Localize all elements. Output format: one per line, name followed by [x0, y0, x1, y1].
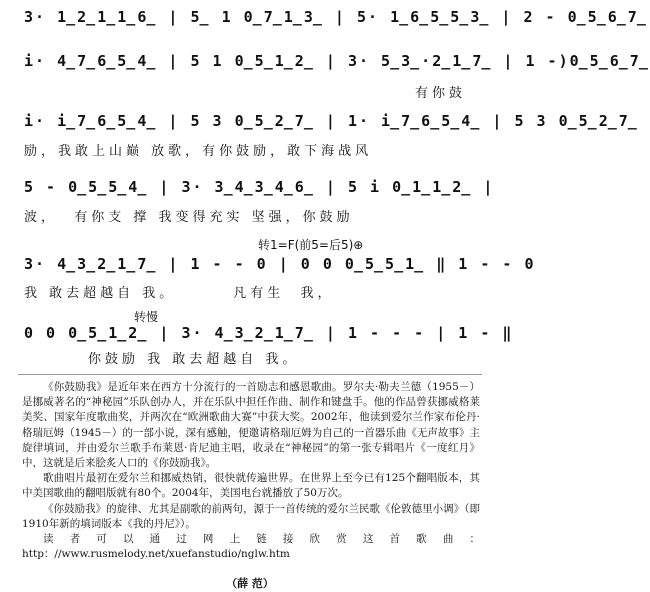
- lyric-line-2: 励，我敢上山巅 放歌，有你鼓励，敢下海战风: [24, 144, 373, 159]
- score-row-5: 3· 4̲3̲2̲1̲7̲ | 1 - - 0 | 0 0 0̲5̲5̲1̲ ‖ 1 - - 0: [24, 255, 536, 273]
- modulation-annotation: 转1=F(前5=后5)⊕: [258, 238, 364, 252]
- tempo-annotation: 转慢: [134, 310, 159, 324]
- article-text: [22, 380, 480, 562]
- lyric-line-5: 你鼓励 我 敢去超越自 我。: [88, 352, 300, 367]
- score-row-1: 3· 1̲2̲1̲1̲6̲ | 5̲ 1 0̲7̲1̲3̲ | 5· 1̲6̲5̲5̲3̲ | 2 - 0̲5̲6̲7̲: [24, 8, 648, 26]
- score-row-3: i· i̲7̲6̲5̲4̲ | 5 3 0̲5̲2̲7̲ | 1· i̲7̲6̲5̲4̲ | 5 3 0̲5̲2̲7̲: [24, 112, 639, 130]
- lyric-line-1: 有你鼓: [414, 86, 466, 101]
- score-row-6: 0 0 0̲5̲1̲2̲ | 3· 4̲3̲2̲1̲7̲ | 1 - - - | 1 - ‖: [24, 324, 514, 342]
- score-row-2: i· 4̲7̲6̲5̲4̲ | 5 1 0̲5̲1̲2̲ | 3· 5̲3̲·2̲1̲7̲ | 1 -)0̲5̲6̲7̲: [24, 52, 650, 70]
- lyric-line-3: 波， 有你支 撑 我变得充实 坚强，你鼓励: [24, 210, 354, 225]
- lyric-line-4: 我 敢去超越自 我。 凡有生 我，: [24, 286, 335, 301]
- editor-credit: （薛 范）: [226, 577, 274, 590]
- score-row-4: 5 - 0̲5̲5̲4̲ | 3· 3̲4̲3̲4̲6̲ | 5 i 0̲1̲1̲2̲ |: [24, 178, 495, 196]
- article-paragraph: 《你鼓励我》是近年来在西方十分流行的一首励志和感恩歌曲。罗尔夫·勒夫兰德（1955－）是挪威著名的“神秘园”乐队创办人，并在乐队中担任作曲、制作和键盘手。他的作品曾获挪威格莱美奖、国家年度歌曲奖，并两次在“欧洲歌曲大赛”中获大奖。2002年，他读到爱尔兰作家布伦丹·格瑞厄姆（1945－）的一部小说，深有感触，便邀请格瑞厄姆为自己的一首器乐曲《无声故事》主旋律填词，并由爱尔兰歌手布莱恩·肯尼迪主唱，收录在“神秘园”的第一张专辑唱片《一度红月》中，这就是后来脍炙人口的《你鼓励我》。: [22, 381, 480, 470]
- article-paragraph: 歌曲唱片最初在爱尔兰和挪威热销，很快就传遍世界。在世界上至今已有125个翻唱版本，其中美国歌曲的翻唱版就有80个。2004年，美国电台就播放了50万次。: [22, 472, 480, 500]
- article-paragraph: 读者可以通过网上链接欣赏这首歌曲：http：//www.rusmelody.net/xuefanstudio/nglw.htm: [22, 533, 480, 561]
- section-divider: [18, 374, 482, 375]
- article-paragraph: 《你鼓励我》的旋律、尤其是副歌的前两句，源于一首传统的爱尔兰民歌《伦敦德里小调》（即1910年新的填词版本《我的丹尼》）。: [22, 502, 480, 530]
